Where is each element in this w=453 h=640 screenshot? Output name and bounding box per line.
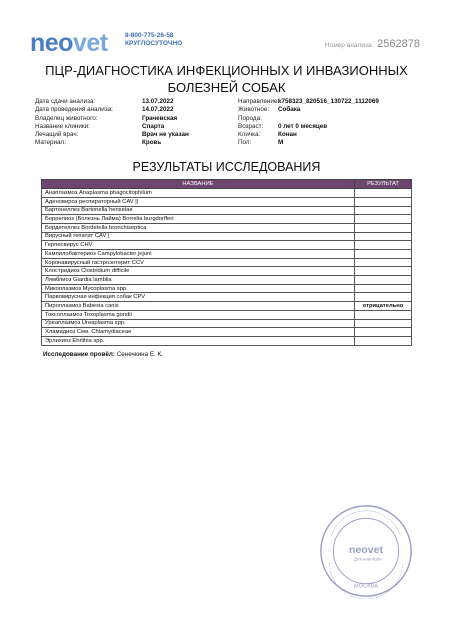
info-row (238, 131, 428, 139)
info-value: k758323_820516_130722_1112069 (278, 98, 379, 105)
test-name: Токсоплазмоз Toxoplasma gondii (42, 310, 355, 319)
info-value: Врач не указан (142, 131, 189, 139)
col-name-header: НАЗВАНИЕ (42, 180, 355, 189)
test-name: Парвовирусная инфекция собак CPV (42, 293, 355, 302)
table-row (42, 241, 412, 250)
info-label: Возраст: (238, 122, 264, 130)
test-result (355, 267, 412, 276)
analysis-number-label: Номер анализа: (324, 42, 374, 49)
test-result (355, 258, 412, 267)
test-name: Уреаплазмоз Ureaplasma spp. (42, 319, 355, 328)
table-row (42, 223, 412, 232)
info-label: Дата сдачи анализа: (35, 98, 96, 105)
info-label: Кличка: (238, 131, 261, 139)
info-row (35, 98, 225, 106)
test-result (355, 293, 412, 302)
info-label: Пол: (238, 139, 252, 147)
performed-name: Сенечкина Е. К. (116, 351, 163, 358)
info-right (238, 98, 428, 148)
table-row (42, 197, 412, 206)
info-label: Дата проведения анализа: (35, 106, 113, 114)
test-result (355, 250, 412, 259)
table-row (42, 276, 412, 285)
info-row (238, 123, 428, 131)
stamp-logo: neovet (349, 543, 383, 556)
table-row (42, 250, 412, 259)
info-value: М (278, 139, 284, 147)
page-title: ПЦР-ДИАГНОСТИКА ИНФЕКЦИОННЫХ И ИНВАЗИОННЫХ БОЛЕЗНЕЙ СОБАК (45, 63, 408, 95)
analysis-number: 2562878 (377, 38, 420, 50)
info-value: 0 лет 0 месяцев (278, 122, 328, 130)
phone-number[interactable]: 8-800-775-26-58 (125, 32, 174, 39)
test-result (355, 310, 412, 319)
info-value: 13.07.2022 (142, 98, 174, 105)
info-row (35, 139, 225, 147)
table-row (42, 215, 412, 224)
clinic-stamp (318, 503, 414, 599)
test-result (355, 319, 412, 328)
info-value: Кровь (142, 139, 162, 147)
test-name: Боррелиоз (Болезнь Лайма) Borrelia burgdorfferi (42, 215, 355, 224)
info-left (35, 98, 225, 148)
table-row (42, 293, 412, 302)
performed-label: Исследование провёл: (43, 351, 115, 358)
test-result (355, 241, 412, 250)
test-result (355, 223, 412, 232)
col-result-header: РЕЗУЛЬТАТ (355, 180, 412, 189)
info-row (35, 106, 225, 114)
table-row (42, 267, 412, 276)
logo-part-2: vet (72, 29, 108, 57)
test-name: Эрлихиоз Ehrlihia spp. (42, 336, 355, 345)
info-label: Название клиники: (35, 122, 90, 130)
stamp-text: Для анализов (354, 556, 382, 562)
test-result (355, 336, 412, 345)
results-title: РЕЗУЛЬТАТЫ ИССЛЕДОВАНИЯ (132, 160, 321, 174)
test-name: Коронавирусный гастроэнтерит CCV (42, 258, 355, 267)
table-row (42, 328, 412, 337)
logo-part-1: neo (30, 29, 73, 57)
test-name: Кампилобактериоз Campylobacter jejuni (42, 250, 355, 259)
hours-label: КРУГЛОСУТОЧНО (125, 40, 183, 47)
results-header-row (42, 180, 412, 189)
info-row (238, 106, 428, 114)
table-row (42, 206, 412, 215)
test-name: Пироплазмоз Babesia canis (42, 302, 355, 311)
table-row (42, 302, 412, 311)
test-name: Бордетеллез Bordetella bronchiseptica (42, 223, 355, 232)
info-row (238, 98, 428, 106)
test-result (355, 328, 412, 337)
analysis-number-block (325, 38, 420, 50)
performed-by (43, 351, 163, 358)
table-row (42, 319, 412, 328)
info-row (35, 115, 225, 123)
test-name: Хламидиоз Сем. Chlamydiaceae (42, 328, 355, 337)
header (30, 28, 430, 56)
neovet-logo[interactable] (30, 29, 108, 57)
test-name: Герпесвирус CHV (42, 241, 355, 250)
test-result (355, 276, 412, 285)
info-value: Конан (278, 131, 297, 139)
test-name: Анаплазмоз Anaplasma phagocitophilum (42, 189, 355, 198)
test-name: Вирусный гепатит CAV | (42, 232, 355, 241)
test-name: Микоплазмоз Mycoplasma spp. (42, 284, 355, 293)
info-value: 14.07.2022 (142, 106, 174, 114)
contacts (125, 32, 182, 48)
test-result (355, 197, 412, 206)
test-result: отрицательно (355, 302, 412, 311)
test-result (355, 206, 412, 215)
info-label: Владелец животного: (35, 114, 98, 122)
test-name: Клостридиоз Clostridium difficile (42, 267, 355, 276)
table-row (42, 310, 412, 319)
table-row (42, 336, 412, 345)
info-label: Направление: (238, 98, 280, 105)
info-label: Животное: (238, 106, 270, 114)
info-label: Порода: (238, 114, 262, 122)
test-result (355, 189, 412, 198)
info-value: Грачевская (142, 114, 178, 122)
test-name: Лямблиоз Giardia lamblia (42, 276, 355, 285)
info-value: Собака (278, 106, 301, 114)
test-result (355, 215, 412, 224)
info-row (238, 139, 428, 147)
info-row (35, 131, 225, 139)
table-row (42, 284, 412, 293)
table-row (42, 232, 412, 241)
table-row (42, 258, 412, 267)
info-value: Спарта (142, 122, 165, 130)
test-result (355, 232, 412, 241)
stamp-city: МОСКВА (353, 583, 379, 590)
info-row (35, 123, 225, 131)
test-name: Аденовироз респираторный CAV || (42, 197, 355, 206)
results-table (41, 179, 412, 346)
info-label: Материал: (35, 139, 66, 147)
test-name: Бартонеллез Bartonella henselae (42, 206, 355, 215)
table-row (42, 189, 412, 198)
test-result (355, 284, 412, 293)
info-label: Лечащий врач: (35, 131, 79, 139)
info-row (238, 115, 428, 123)
